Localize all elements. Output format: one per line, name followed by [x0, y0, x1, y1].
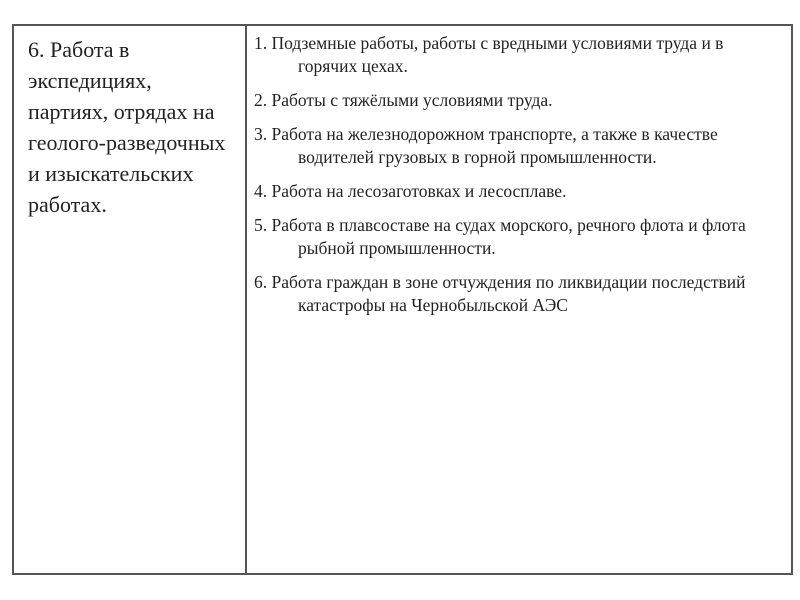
list-item: 6. Работа граждан в зоне отчуждения по ликвидации последствий катастрофы на Чернобыльской АЭС — [254, 272, 746, 315]
list-item: 4. Работа на лесозаготовках и лесосплаве. — [254, 181, 567, 201]
list-item: 3. Работа на железнодорожном транспорте, а также в качестве водителей грузовых в горной промышленности. — [254, 124, 718, 167]
content-table — [12, 24, 793, 575]
table-cell-category — [14, 26, 247, 573]
category-text: 6. Работа в экспедициях, партиях, отрядах на геолого-разведочных и изыскательских работах. — [28, 37, 226, 217]
list-item: 5. Работа в плавсоставе на судах морского, речного флота и флота рыбной промышленности. — [254, 215, 746, 258]
table-cell-list — [247, 26, 791, 573]
list-item: 2. Работы с тяжёлыми условиями труда. — [254, 90, 553, 110]
list-item: 1. Подземные работы, работы с вредными условиями труда и в горячих цехах. — [254, 33, 724, 76]
